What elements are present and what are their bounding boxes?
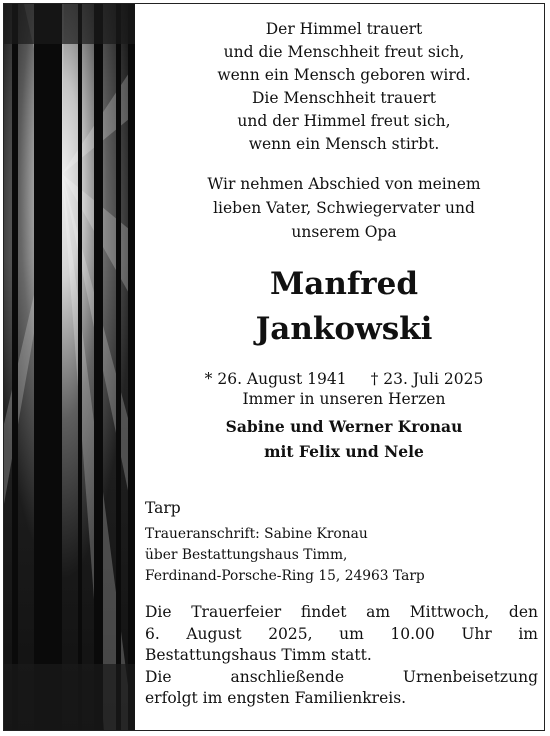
poem-line: Die Menschheit trauert [251, 89, 437, 107]
mourning-address [145, 524, 425, 587]
notice-line: Die Trauerfeier findet am Mittwoch, den [145, 603, 538, 621]
farewell-intro [144, 172, 544, 244]
intro-line: Wir nehmen Abschied von meinem [207, 175, 481, 193]
location: Tarp [145, 499, 181, 517]
intro-line: unserem Opa [291, 223, 397, 241]
deceased-name [144, 262, 544, 352]
notice-line: Die anschließende Urnenbeisetzung [145, 667, 538, 686]
text-column [144, 4, 544, 730]
poem-line: Der Himmel trauert [265, 20, 423, 38]
funeral-notice [145, 602, 538, 710]
forest-sunbeam-image [4, 4, 135, 730]
address-line: Ferdinand-Porsche-Ring 15, 24963 Tarp [145, 568, 425, 584]
bereaved-line: Sabine und Werner Kronau [225, 417, 463, 436]
poem-line: und der Himmel freut sich, [237, 112, 451, 130]
poem-line: wenn ein Mensch geboren wird. [217, 66, 471, 84]
birth-date: * 26. August 1941 [204, 370, 347, 388]
poem [144, 18, 544, 156]
first-name: Manfred [269, 266, 418, 302]
poem-line: wenn ein Mensch stirbt. [248, 135, 440, 153]
last-name: Jankowski [255, 311, 433, 347]
intro-line: lieben Vater, Schwiegervater und [213, 199, 475, 217]
address-line: Traueranschrift: Sabine Kronau [145, 526, 368, 542]
bereaved-line: mit Felix und Nele [264, 442, 424, 461]
address-line: über Bestattungshaus Timm, [145, 547, 348, 563]
forest-illustration [4, 4, 135, 730]
bereaved-family [144, 414, 544, 464]
remembrance-line: Immer in unseren Herzen [242, 390, 446, 408]
notice-line: Bestattungshaus Timm statt. [145, 646, 372, 665]
obituary-notice [3, 3, 545, 731]
notice-line: 6. August 2025, um 10.00 Uhr im [145, 624, 538, 643]
poem-line: und die Menschheit freut sich, [223, 43, 465, 61]
notice-line: erfolgt im engsten Familienkreis. [145, 689, 407, 708]
death-date: † 23. Juli 2025 [370, 370, 484, 388]
